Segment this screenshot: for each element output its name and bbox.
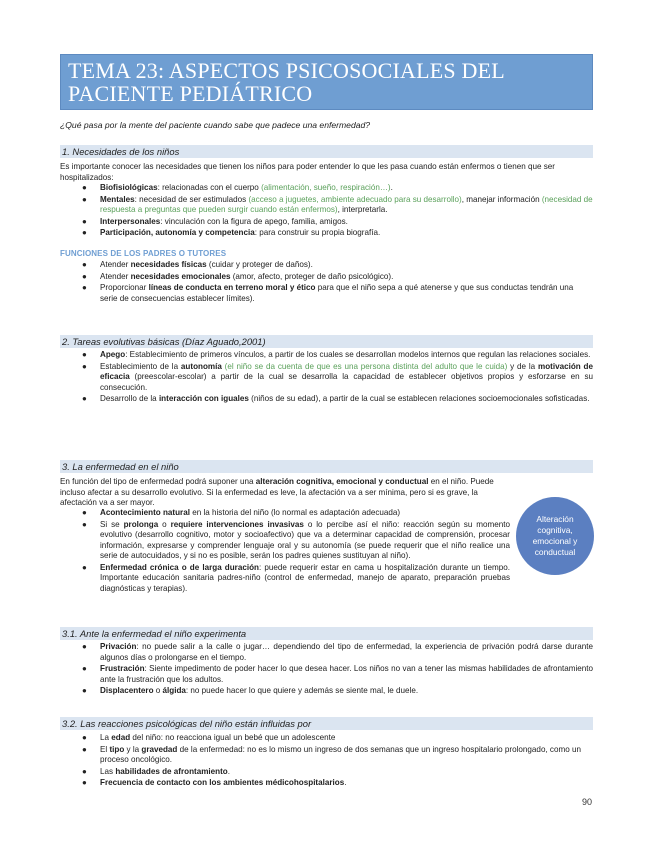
section-title-2: 2. Tareas evolutivas básicas (Díaz Aguado,2001): [62, 336, 266, 347]
page-title: TEMA 23: ASPECTOS PSICOSOCIALES DEL PACIENTE PEDIÁTRICO: [68, 58, 505, 106]
list-item: ● Frustración: Siente impedimento de poder hacer lo que desea hacer. Los niños no van a tener las mismas habilidades de afrontamiento ante la frustración que los adultos.: [82, 664, 593, 684]
circle-label: Alteración cognitiva, emocional y conductual: [532, 514, 578, 557]
list-item: ● Acontecimiento natural en la historia del niño (lo normal es adaptación adecuada): [82, 508, 401, 517]
list-item: ● Desarrollo de la interacción con iguales (niños de su edad), a partir de la cual se establecen relaciones socioemocionales sofisticadas.: [82, 394, 590, 403]
list-item: ● Participación, autonomía y competencia: para construir su propia biografía.: [82, 228, 381, 237]
list-item: ● Establecimiento de la autonomía (el niño se da cuenta de que es una persona distinta del adulto que le cuida) y de la motivación de eficacia (preescolar-escolar) a partir de la cual se desarrolla la capacidad de establecer objetivos propios y esforzarse en su consecución.: [82, 361, 593, 392]
list-item: ● Displacentero o álgida: no puede hacer lo que quiere y además se siente mal, le duele.: [82, 686, 419, 695]
list-item: ● Interpersonales: vinculación con la figura de apego, familia, amigos.: [82, 216, 348, 226]
alteration-circle: [516, 497, 594, 575]
list-item: ● Privación: no puede salir a la calle o jugar… dependiendo del tipo de enfermedad, la experiencia de privación podrá darse durante algunos días o prolongarse en el tiempo.: [82, 642, 593, 662]
section-1-intro: Es importante conocer las necesidades que tienen los niños para poder entender lo que les pasa cuando están enfermos o tienen que ser hospitalizados:: [60, 162, 555, 182]
section-title-3: 3. La enfermedad en el niño: [62, 461, 179, 472]
needs-list: [60, 183, 593, 240]
illness-list: [60, 508, 510, 595]
list-item: ● El tipo y la gravedad de la enfermedad: no es lo mismo un ingreso de dos semanas que un ingreso hospitalario prolongado, como un proceso oncológico.: [82, 744, 581, 764]
functions-list: [60, 260, 593, 305]
list-item: ● Si se prolonga o requiere intervenciones invasivas o lo percibe así el niño: reacción según su momento evolutivo (desarrollo cognitivo, motor y socioafectivo) que va a determinar capacidad de comprensión, procesar información, expresarse y comprender lenguaje oral y su autonomía (se puede requerir que el niño realice una serie de autocuidados, y si no es posible, serán los padres quienes sustituyan al niño).: [82, 519, 511, 560]
tasks-list: [60, 350, 593, 406]
section-header-3: [60, 460, 593, 473]
list-item: ● Enfermedad crónica o de larga duración: puede requerir estar en cama u hospitalización durante un tiempo. Importante educación sanitaria padres-niño (control de enfermedad, manejo de aparato, preparación pruebas diagnósticas y terapias).: [82, 562, 510, 593]
section-header-1: [60, 145, 593, 158]
list-item: ● Frecuencia de contacto con los ambientes médicohospitalarios.: [82, 778, 347, 787]
list-item: ● Atender necesidades físicas (cuidar y proteger de daños).: [82, 260, 313, 269]
title-banner: [60, 54, 593, 110]
list-item: ● La edad del niño: no reacciona igual un bebé que un adolescente: [82, 733, 336, 742]
functions-subheading: FUNCIONES DE LOS PADRES O TUTORES: [60, 249, 227, 258]
section-title-1: 1. Necesidades de los niños: [62, 146, 180, 157]
section-title-3-2: 3.2. Las reacciones psicológicas del niño están influidas por: [62, 718, 312, 729]
section-header-3-2: [60, 717, 593, 730]
section-header-2: [60, 335, 593, 348]
section-3-intro: En función del tipo de enfermedad podrá suponer una alteración cognitiva, emocional y conductual en el niño. Puede incluso afectar a su desarrollo evolutivo. Si la enfermedad es leve, la afectación va a ser mínima, pero si es grave, la afectación va a ser mayor.: [60, 477, 494, 507]
list-item: ● Biofisiológicas: relacionadas con el cuerpo (alimentación, sueño, respiración…).: [82, 183, 393, 192]
list-item: ● Las habilidades de afrontamiento.: [82, 766, 230, 776]
section-header-3-1: [60, 627, 593, 640]
section-title-3-1: 3.1. Ante la enfermedad el niño experimenta: [62, 628, 247, 639]
experience-list: [60, 642, 593, 698]
list-item: ● Atender necesidades emocionales (amor, afecto, proteger de daño psicológico).: [82, 271, 394, 281]
influences-list: [60, 733, 593, 790]
page-number: 90: [582, 797, 593, 807]
intro-question: ¿Qué pasa por la mente del paciente cuando sabe que padece una enfermedad?: [60, 120, 371, 130]
list-item: ● Mentales: necesidad de ser estimulados (acceso a juguetes, ambiente adecuado para su desarrollo), manejar información (necesidad de respuesta a preguntas que pueden surgir cuando están enfermos), interpretarla.: [82, 194, 593, 214]
list-item: ● Apego: Establecimiento de primeros vínculos, a partir de los cuales se desarrollan modelos internos que regulan las relaciones sociales.: [82, 350, 591, 359]
list-item: ● Proporcionar líneas de conducta en terreno moral y ético para que el niño sepa a qué atenerse y que sus conductas tendrán una serie de consecuencias establecer límites).: [82, 283, 574, 303]
